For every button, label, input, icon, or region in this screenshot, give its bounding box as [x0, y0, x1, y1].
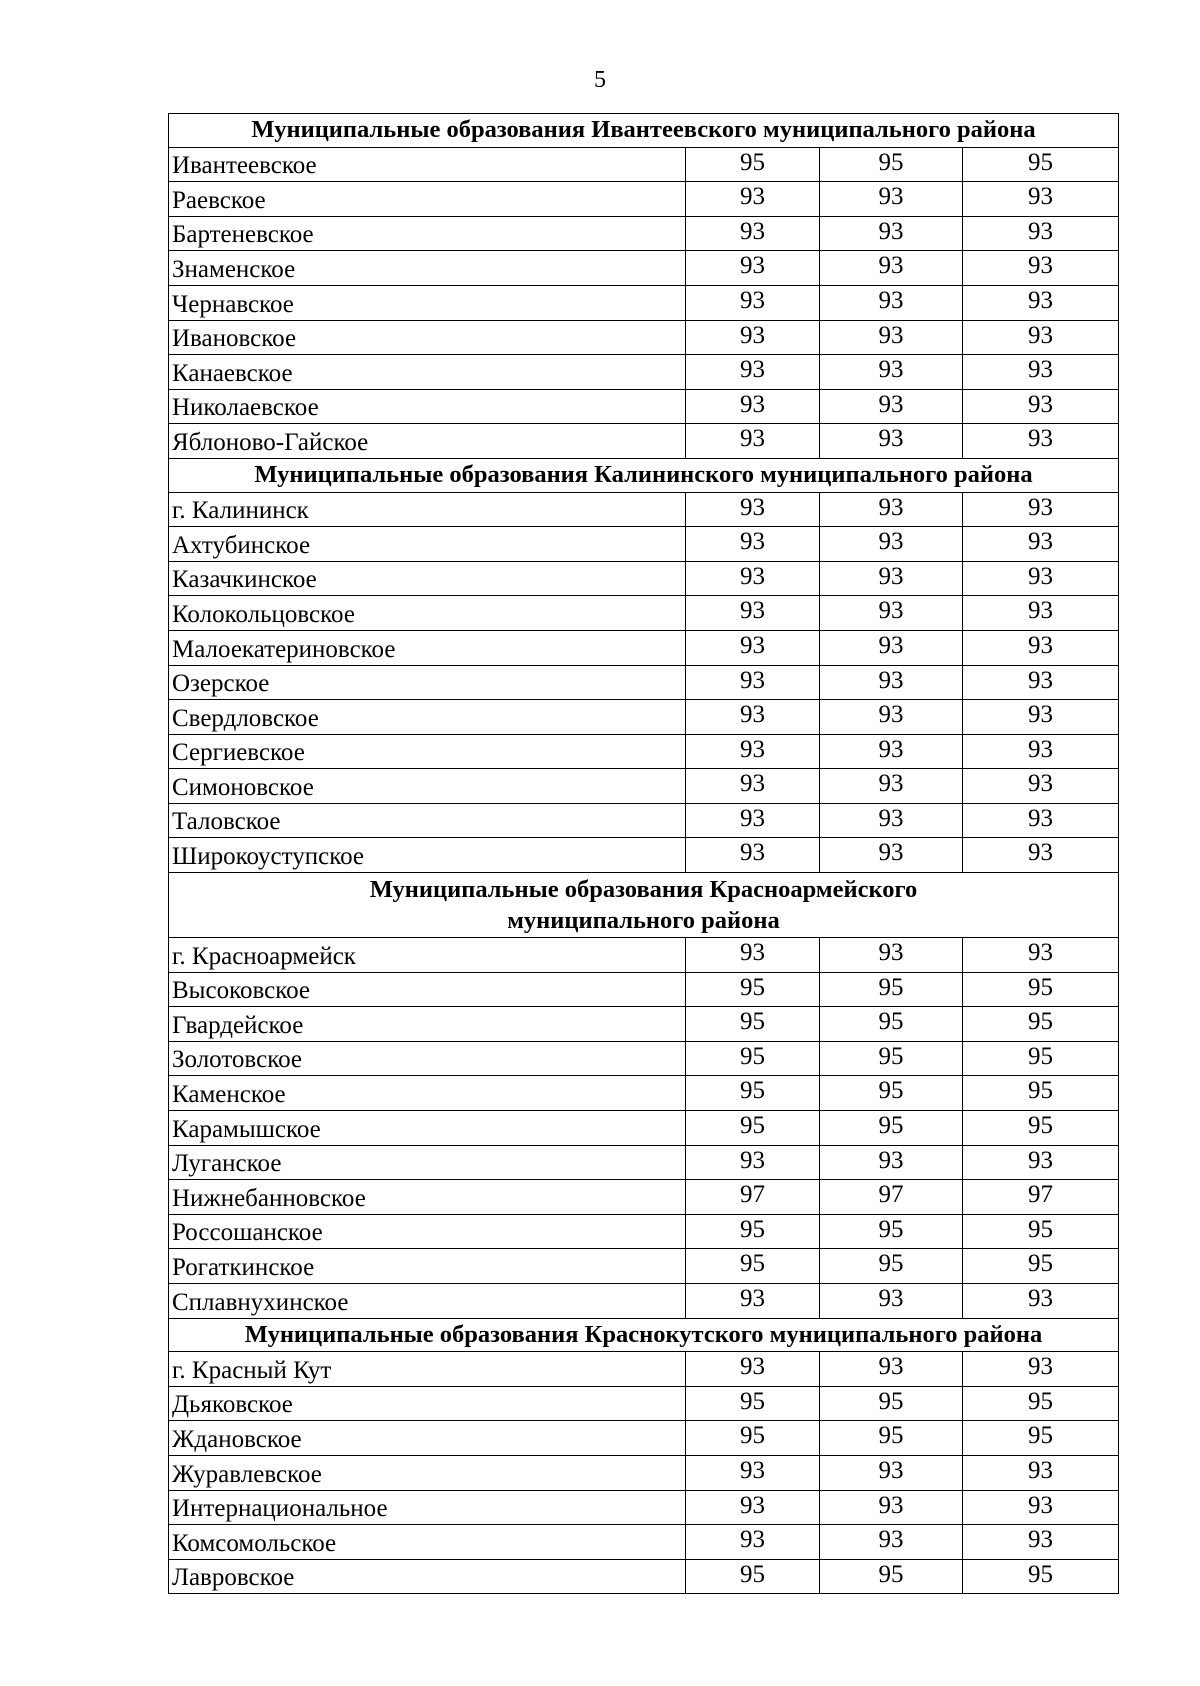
- municipality-name: Казачкинское: [169, 561, 686, 596]
- value-cell-3: 93: [963, 285, 1119, 320]
- value-cell-1: 93: [686, 1525, 820, 1560]
- value-cell-1: 93: [686, 838, 820, 873]
- municipality-name: Сергиевское: [169, 734, 686, 769]
- value-cell-1: 93: [686, 320, 820, 355]
- value-cell-3: 93: [963, 596, 1119, 631]
- municipality-name: Озерское: [169, 665, 686, 700]
- value-cell-2: 93: [820, 320, 963, 355]
- table-row: [169, 1455, 1119, 1490]
- value-cell-2: 93: [820, 700, 963, 735]
- value-cell-2: 95: [820, 1076, 963, 1111]
- value-cell-2: 93: [820, 389, 963, 424]
- value-cell-1: 95: [686, 1559, 820, 1594]
- municipality-name: Канаевское: [169, 355, 686, 390]
- value-cell-3: 93: [963, 182, 1119, 217]
- table-row: [169, 1559, 1119, 1594]
- value-cell-1: 93: [686, 769, 820, 804]
- table-row: [169, 665, 1119, 700]
- group-header-row: [169, 1318, 1119, 1352]
- value-cell-1: 95: [686, 1249, 820, 1284]
- municipality-name: Малоекатериновское: [169, 630, 686, 665]
- group-title: Муниципальные образования Ивантеевского муниципального района: [169, 114, 1119, 148]
- value-cell-2: 93: [820, 1145, 963, 1180]
- value-cell-1: 93: [686, 251, 820, 286]
- municipality-name: Николаевское: [169, 389, 686, 424]
- value-cell-2: 93: [820, 1490, 963, 1525]
- value-cell-2: 95: [820, 1111, 963, 1146]
- table-row: [169, 1214, 1119, 1249]
- table-body: [169, 114, 1119, 1594]
- value-cell-2: 97: [820, 1180, 963, 1215]
- table-row: [169, 1180, 1119, 1215]
- municipality-name: Интернациональное: [169, 1490, 686, 1525]
- value-cell-1: 93: [686, 182, 820, 217]
- table-row: [169, 1041, 1119, 1076]
- group-title: Муниципальные образования Краснокутского муниципального района: [169, 1318, 1119, 1352]
- table-row: [169, 1111, 1119, 1146]
- table-row: [169, 596, 1119, 631]
- value-cell-1: 93: [686, 424, 820, 459]
- municipality-name: Россошанское: [169, 1214, 686, 1249]
- value-cell-1: 93: [686, 630, 820, 665]
- municipality-name: Луганское: [169, 1145, 686, 1180]
- value-cell-2: 93: [820, 938, 963, 973]
- value-cell-2: 93: [820, 424, 963, 459]
- table-row: [169, 1525, 1119, 1560]
- value-cell-3: 95: [963, 1007, 1119, 1042]
- value-cell-1: 93: [686, 700, 820, 735]
- group-header-row: [169, 873, 1119, 938]
- municipality-name: Комсомольское: [169, 1525, 686, 1560]
- value-cell-2: 93: [820, 355, 963, 390]
- table-row: [169, 838, 1119, 873]
- value-cell-3: 95: [963, 972, 1119, 1007]
- table-row: [169, 320, 1119, 355]
- value-cell-3: 93: [963, 1284, 1119, 1319]
- value-cell-1: 95: [686, 972, 820, 1007]
- municipality-name: Карамышское: [169, 1111, 686, 1146]
- municipality-name: Сплавнухинское: [169, 1284, 686, 1319]
- value-cell-2: 95: [820, 1386, 963, 1421]
- group-title: Муниципальные образования Калининского муниципального района: [169, 458, 1119, 492]
- value-cell-3: 93: [963, 734, 1119, 769]
- table-row: [169, 1249, 1119, 1284]
- value-cell-2: 93: [820, 285, 963, 320]
- municipality-name: Лавровское: [169, 1559, 686, 1594]
- table-row: [169, 216, 1119, 251]
- municipality-name: Гвардейское: [169, 1007, 686, 1042]
- value-cell-3: 93: [963, 938, 1119, 973]
- municipality-name: Яблоново-Гайское: [169, 424, 686, 459]
- value-cell-2: 93: [820, 1352, 963, 1387]
- value-cell-2: 93: [820, 251, 963, 286]
- municipality-name: Бартеневское: [169, 216, 686, 251]
- value-cell-1: 95: [686, 1214, 820, 1249]
- municipality-name: г. Красный Кут: [169, 1352, 686, 1387]
- value-cell-3: 93: [963, 1525, 1119, 1560]
- table-row: [169, 630, 1119, 665]
- value-cell-1: 93: [686, 389, 820, 424]
- value-cell-2: 93: [820, 527, 963, 562]
- municipality-name: Раевское: [169, 182, 686, 217]
- municipality-name: Симоновское: [169, 769, 686, 804]
- value-cell-1: 93: [686, 527, 820, 562]
- value-cell-1: 93: [686, 1490, 820, 1525]
- value-cell-3: 95: [963, 1421, 1119, 1456]
- value-cell-3: 93: [963, 320, 1119, 355]
- value-cell-2: 95: [820, 1007, 963, 1042]
- municipal-table: [168, 113, 1119, 1594]
- value-cell-1: 93: [686, 1455, 820, 1490]
- value-cell-2: 93: [820, 769, 963, 804]
- municipality-name: Рогаткинское: [169, 1249, 686, 1284]
- table-row: [169, 700, 1119, 735]
- value-cell-1: 93: [686, 492, 820, 527]
- value-cell-3: 93: [963, 389, 1119, 424]
- table-row: [169, 1145, 1119, 1180]
- value-cell-1: 93: [686, 938, 820, 973]
- table-row: [169, 803, 1119, 838]
- municipality-name: Дьяковское: [169, 1386, 686, 1421]
- value-cell-1: 95: [686, 147, 820, 182]
- value-cell-1: 95: [686, 1386, 820, 1421]
- value-cell-3: 95: [963, 1041, 1119, 1076]
- municipality-name: Знаменское: [169, 251, 686, 286]
- value-cell-3: 95: [963, 1559, 1119, 1594]
- table-row: [169, 1076, 1119, 1111]
- table-row: [169, 355, 1119, 390]
- value-cell-1: 97: [686, 1180, 820, 1215]
- value-cell-3: 93: [963, 492, 1119, 527]
- value-cell-1: 93: [686, 1145, 820, 1180]
- table-row: [169, 972, 1119, 1007]
- value-cell-2: 95: [820, 1214, 963, 1249]
- value-cell-3: 95: [963, 1386, 1119, 1421]
- municipality-name: Колокольцовское: [169, 596, 686, 631]
- table-row: [169, 251, 1119, 286]
- table-row: [169, 147, 1119, 182]
- value-cell-1: 93: [686, 803, 820, 838]
- value-cell-2: 93: [820, 838, 963, 873]
- value-cell-1: 95: [686, 1007, 820, 1042]
- value-cell-3: 93: [963, 803, 1119, 838]
- value-cell-3: 93: [963, 1145, 1119, 1180]
- value-cell-2: 93: [820, 665, 963, 700]
- value-cell-3: 93: [963, 251, 1119, 286]
- table-row: [169, 1490, 1119, 1525]
- municipality-name: Нижнебанновское: [169, 1180, 686, 1215]
- value-cell-1: 95: [686, 1041, 820, 1076]
- municipality-name: Каменское: [169, 1076, 686, 1111]
- value-cell-2: 93: [820, 1455, 963, 1490]
- table-row: [169, 769, 1119, 804]
- value-cell-3: 93: [963, 424, 1119, 459]
- municipality-name: Ждановское: [169, 1421, 686, 1456]
- table-row: [169, 492, 1119, 527]
- value-cell-2: 93: [820, 561, 963, 596]
- municipality-name: Ивантеевское: [169, 147, 686, 182]
- municipality-name: г. Красноармейск: [169, 938, 686, 973]
- value-cell-2: 93: [820, 216, 963, 251]
- value-cell-3: 95: [963, 1214, 1119, 1249]
- table-row: [169, 182, 1119, 217]
- value-cell-2: 93: [820, 803, 963, 838]
- table-row: [169, 561, 1119, 596]
- table-row: [169, 527, 1119, 562]
- municipality-name: Ахтубинское: [169, 527, 686, 562]
- value-cell-2: 93: [820, 1284, 963, 1319]
- value-cell-3: 93: [963, 527, 1119, 562]
- value-cell-1: 93: [686, 285, 820, 320]
- table-row: [169, 285, 1119, 320]
- value-cell-1: 95: [686, 1076, 820, 1111]
- value-cell-3: 93: [963, 838, 1119, 873]
- value-cell-3: 93: [963, 665, 1119, 700]
- value-cell-1: 93: [686, 216, 820, 251]
- group-header-row: [169, 458, 1119, 492]
- table-row: [169, 1352, 1119, 1387]
- value-cell-3: 93: [963, 630, 1119, 665]
- value-cell-3: 97: [963, 1180, 1119, 1215]
- value-cell-1: 93: [686, 665, 820, 700]
- value-cell-3: 93: [963, 216, 1119, 251]
- value-cell-2: 93: [820, 630, 963, 665]
- table-row: [169, 1421, 1119, 1456]
- value-cell-1: 95: [686, 1111, 820, 1146]
- municipality-name: Высоковское: [169, 972, 686, 1007]
- value-cell-1: 93: [686, 734, 820, 769]
- municipality-name: Золотовское: [169, 1041, 686, 1076]
- value-cell-3: 93: [963, 355, 1119, 390]
- group-title: Муниципальные образования Красноармейского муниципального района: [169, 873, 1119, 938]
- value-cell-1: 95: [686, 1421, 820, 1456]
- municipality-name: Свердловское: [169, 700, 686, 735]
- value-cell-2: 95: [820, 147, 963, 182]
- value-cell-2: 95: [820, 1041, 963, 1076]
- value-cell-1: 93: [686, 355, 820, 390]
- value-cell-1: 93: [686, 596, 820, 631]
- value-cell-2: 95: [820, 1559, 963, 1594]
- table-row: [169, 1007, 1119, 1042]
- municipality-name: Широкоуступское: [169, 838, 686, 873]
- value-cell-2: 93: [820, 596, 963, 631]
- value-cell-3: 93: [963, 1352, 1119, 1387]
- municipality-name: Таловское: [169, 803, 686, 838]
- value-cell-3: 93: [963, 1490, 1119, 1525]
- value-cell-1: 93: [686, 1284, 820, 1319]
- table-row: [169, 938, 1119, 973]
- value-cell-3: 93: [963, 769, 1119, 804]
- group-header-row: [169, 114, 1119, 148]
- value-cell-2: 93: [820, 734, 963, 769]
- table-row: [169, 1386, 1119, 1421]
- value-cell-3: 93: [963, 1455, 1119, 1490]
- value-cell-2: 95: [820, 1249, 963, 1284]
- table-row: [169, 734, 1119, 769]
- value-cell-1: 93: [686, 561, 820, 596]
- value-cell-3: 95: [963, 1076, 1119, 1111]
- value-cell-3: 95: [963, 1111, 1119, 1146]
- municipality-name: г. Калининск: [169, 492, 686, 527]
- municipality-name: Журавлевское: [169, 1455, 686, 1490]
- value-cell-2: 93: [820, 1525, 963, 1560]
- value-cell-2: 95: [820, 972, 963, 1007]
- table-row: [169, 389, 1119, 424]
- value-cell-3: 93: [963, 700, 1119, 735]
- value-cell-2: 95: [820, 1421, 963, 1456]
- table-row: [169, 1284, 1119, 1319]
- value-cell-1: 93: [686, 1352, 820, 1387]
- page-number: 5: [594, 67, 606, 93]
- value-cell-3: 95: [963, 147, 1119, 182]
- value-cell-3: 93: [963, 561, 1119, 596]
- table-row: [169, 424, 1119, 459]
- value-cell-2: 93: [820, 492, 963, 527]
- value-cell-2: 93: [820, 182, 963, 217]
- municipality-name: Чернавское: [169, 285, 686, 320]
- value-cell-3: 95: [963, 1249, 1119, 1284]
- municipality-name: Ивановское: [169, 320, 686, 355]
